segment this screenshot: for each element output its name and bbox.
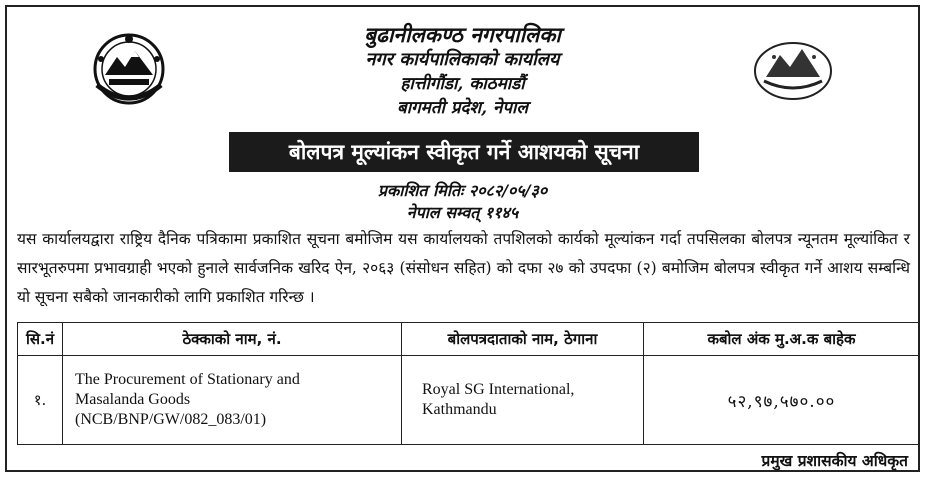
table-header-row xyxy=(18,323,920,356)
contract-number: (NCB/BNP/GW/082_083/01) xyxy=(75,411,267,428)
signature-title: प्रमुख प्रशासकीय अधिकृत xyxy=(761,452,908,470)
notice-frame xyxy=(5,5,920,472)
row-contract-name xyxy=(63,356,402,445)
table-row xyxy=(18,356,920,445)
row-amount: ५२,९७,५७०.०० xyxy=(644,356,920,445)
office-name: नगर कार्यपालिकाको कार्यालय xyxy=(365,49,560,70)
published-date: प्रकाशित मितिः २०८२/०५/३० xyxy=(377,181,548,200)
bidder-name: Royal SG International, xyxy=(422,381,575,398)
contract-name-line: Masalanda Goods xyxy=(75,391,191,408)
contract-name-line: The Procurement of Stationary and xyxy=(75,371,300,388)
row-sn: १. xyxy=(18,356,63,445)
notice-title: बोलपत्र मूल्यांकन स्वीकृत गर्ने आशयको सूचना xyxy=(229,132,699,172)
notice-body: यस कार्यालयद्वारा राष्ट्रिय दैनिक पत्रिकामा प्रकाशित सूचना बमोजिम यस कार्यालयको तपशिलको कार्यको मूल्यांकन गर्दा तपसिलका बोलपत्र न्यूनतम मूल्यांकित र सारभूतरुपमा प्रभावग्राही भएको हुनाले सार्वजनिक खरिद ऐन, २०६३ (संसोधन सहित) को दफा २७ को उपदफा (२) बमोजिम बोलपत्र स्वीकृत गर्ने आशय सम्बन्धि यो सूचना सबैको जानकारीको लागि प्रकाशित गरिन्छ । xyxy=(17,230,910,306)
header-sn: सि.नं xyxy=(18,323,63,356)
tender-table xyxy=(17,322,920,445)
office-location: हात्तीगौंडा, काठमाडौं xyxy=(400,74,525,94)
header-amount: कबोल अंक मु.अ.क बाहेक xyxy=(644,323,920,356)
header-contract-name: ठेक्काको नाम, नं. xyxy=(63,323,402,356)
nepal-sambat: नेपाल सम्वत् ११४५ xyxy=(406,203,519,222)
row-bidder xyxy=(402,356,644,445)
province-name: बागमती प्रदेश, नेपाल xyxy=(397,98,528,118)
bidder-address: Kathmandu xyxy=(422,401,497,418)
header-bidder: बोलपत्रदाताको नाम, ठेगाना xyxy=(402,323,644,356)
municipality-name: बुढानीलकण्ठ नगरपालिका xyxy=(364,22,561,47)
